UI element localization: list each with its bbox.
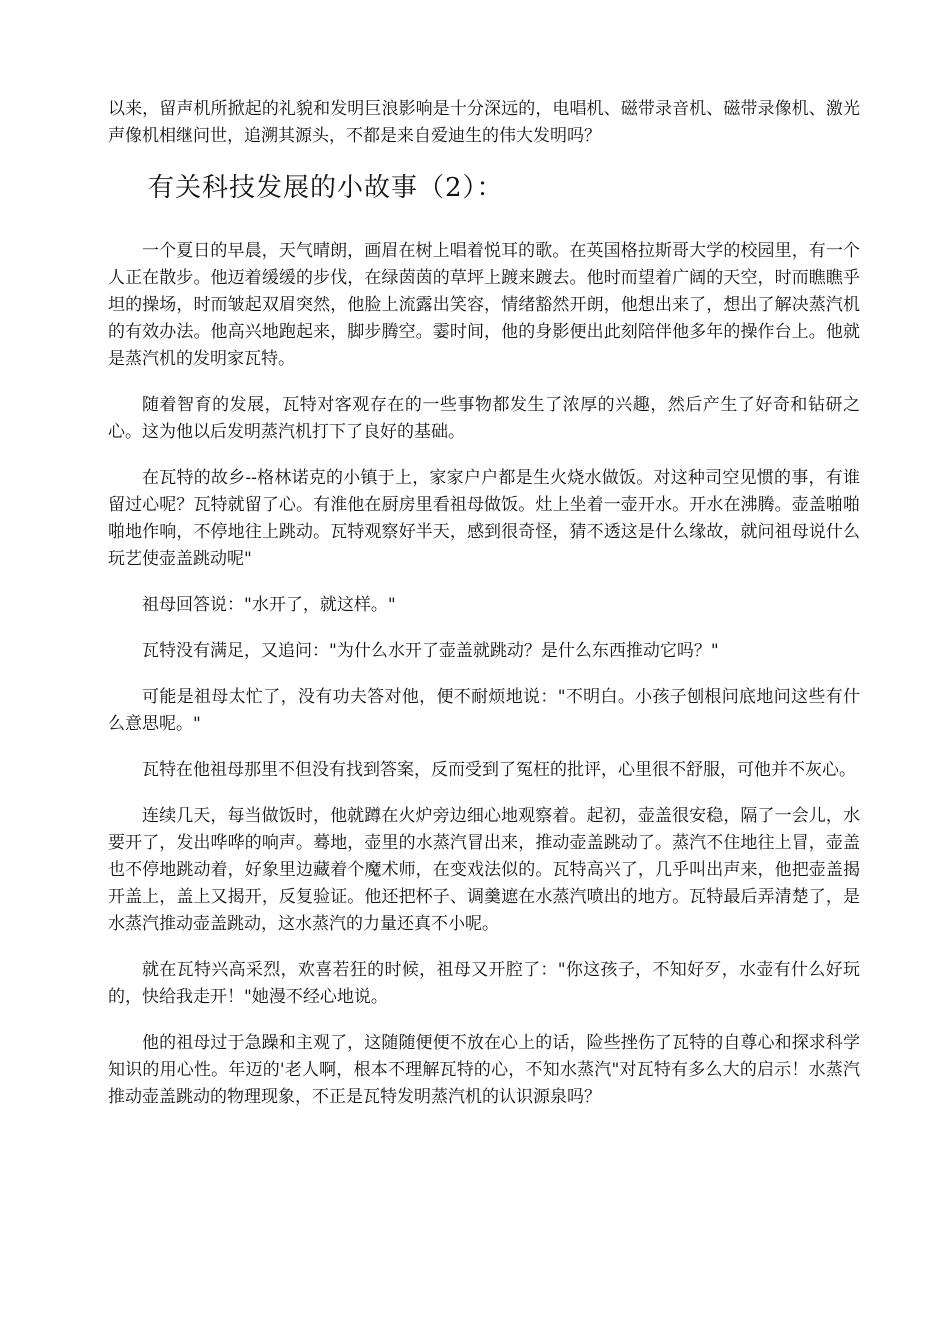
paragraph-3: 在瓦特的故乡--格林诺克的小镇于上，家家户户都是生火烧水做饭。对这种司空见惯的事，有谁留过心呢？瓦特就留了心。有淮他在厨房里看祖母做饭。灶上坐着一壶开水。开水在沸腾。壶盖啪啪啪地作响，不停地往上跳动。瓦特观察好半天，感到很奇怪，猜不透这是什么缘故，就问祖母说什么玩艺使壶盖跳动呢": [108, 468, 860, 569]
paragraph-1: 一个夏日的早晨，天气晴朗，画眉在树上唱着悦耳的歌。在英国格拉斯哥大学的校园里，有一个人正在散步。他迈着缓缓的步伐，在绿茵茵的草坪上踱来踱去。他时而望着广阔的天空，时而瞧瞧乎坦的操场，时而皱起双眉突然，他脸上流露出笑容，情绪豁然开朗，他想出来了，想出了解决蒸汽机的有效办法。他高兴地跑起来，脚步腾空。霎时间，他的身影便出此刻陪伴他多年的操作台上。他就是蒸汽机的发明家瓦特。: [108, 241, 860, 369]
paragraph-6: 可能是祖母太忙了，没有功夫答对他，便不耐烦地说："不明白。小孩子刨根问底地问这些有什么意思呢。": [108, 687, 860, 734]
paragraph-8: 连续几天，每当做饭时，他就蹲在火炉旁边细心地观察着。起初，壶盖很安稳，隔了一会儿，水要开了，发出哗哗的响声。蓦地，壶里的水蒸汽冒出来，推动壶盖跳动了。蒸汽不住地往上冒，壶盖也不停地跳动着，好象里边藏着个魔术师，在变戏法似的。瓦特高兴了，几乎叫出声来，他把壶盖揭开盖上，盖上又揭开，反复验证。他还把杯子、调羹遮在水蒸汽喷出的地方。瓦特最后弄清楚了，是水蒸汽推动壶盖跳动，这水蒸汽的力量还真不小呢。: [108, 806, 860, 934]
paragraph-9: 就在瓦特兴高采烈，欢喜若狂的时候，祖母又开腔了："你这孩子，不知好歹，水壶有什么好玩的，快给我走开！"她漫不经心地说。: [108, 960, 860, 1007]
paragraph-2: 随着智育的发展，瓦特对客观存在的一些事物都发生了浓厚的兴趣，然后产生了好奇和钻研之心。这为他以后发明蒸汽机打下了良好的基础。: [108, 395, 860, 442]
intro-continuation-paragraph: 以来，留声机所掀起的礼貌和发明巨浪影响是十分深远的，电唱机、磁带录音机、磁带录像机、激光声像机相继问世，追溯其源头，不都是来自爱迪生的伟大发明吗？: [108, 99, 860, 146]
paragraph-7: 瓦特在他祖母那里不但没有找到答案，反而受到了冤枉的批评，心里很不舒服，可他并不灰心。: [142, 760, 856, 780]
paragraph-5: 瓦特没有满足，又追问："为什么水开了壶盖就跳动？是什么东西推动它吗？": [142, 641, 719, 661]
section-heading: 有关科技发展的小故事（2）：: [148, 173, 504, 203]
paragraph-10: 他的祖母过于急躁和主观了，这随随便便不放在心上的话，险些挫伤了瓦特的自尊心和探求科学知识的用心性。年迈的'老人啊，根本不理解瓦特的心，不知水蒸汽"对瓦特有多么大的启示！水蒸汽推动壶盖跳动的物理现象，不正是瓦特发明蒸汽机的认识源泉吗？: [108, 1033, 860, 1107]
paragraph-4: 祖母回答说："水开了，就这样。": [142, 595, 396, 615]
document-page: [108, 96, 860, 1130]
